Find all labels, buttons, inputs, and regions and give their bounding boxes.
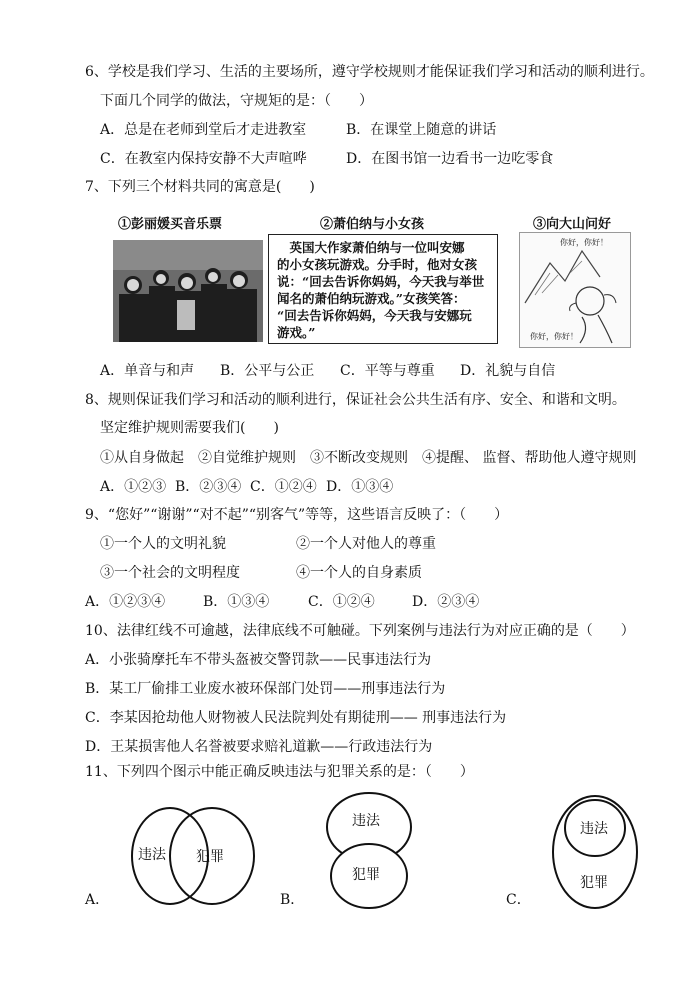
q9-item-1: ①一个人的文明礼貌 — [100, 536, 226, 552]
q6-option-b: B．在课堂上随意的讲话 — [346, 122, 497, 138]
story-line: 游戏。” — [277, 325, 316, 340]
diagram-b-weifa-label: 违法 — [352, 813, 380, 829]
q7-caption-3: ③向大山问好 — [533, 217, 612, 232]
q9-item-3: ③一个社会的文明程度 — [100, 565, 240, 581]
story-line: 的小女孩玩游戏。分手时，他对女孩 — [277, 257, 478, 272]
q6-stem-line1: 6、学校是我们学习、生活的主要场所，遵守学校规则才能保证我们学习和活动的顺利进行。 — [85, 64, 654, 80]
diagram-c-nested — [550, 792, 640, 910]
q8-option-c: C．①②④ — [250, 479, 317, 495]
q8-option-a: A．①②③ — [100, 479, 167, 495]
q9-item-2: ②一个人对他人的尊重 — [296, 536, 436, 552]
q10-stem: 10、法律红线不可逾越，法律底线不可触碰。下列案例与违法行为对应正确的是（ ） — [85, 623, 635, 639]
diagram-a-weifa-label: 违法 — [138, 847, 166, 863]
q9-option-a: A．①②③④ — [85, 594, 166, 610]
q6-stem-line2: 下面几个同学的做法，守规矩的是：（ ） — [100, 93, 373, 109]
story-line: 英国大作家萧伯纳与一位叫安娜 — [277, 240, 465, 255]
q6-option-d: D．在图书馆一边看书一边吃零食 — [346, 151, 554, 167]
diagram-c-fanzui-label: 犯罪 — [580, 875, 608, 891]
q10-option-a: A．小张骑摩托车不带头盔被交警罚款——民事违法行为 — [85, 652, 432, 668]
q10-option-b: B．某工厂偷排工业废水被环保部门处罚——刑事违法行为 — [85, 681, 446, 697]
q7-caption-1: ①彭丽媛买音乐票 — [118, 217, 223, 232]
q7-option-d: D．礼貌与自信 — [460, 363, 556, 379]
q7-caption-2: ②萧伯纳与小女孩 — [320, 217, 425, 232]
story-line: 说：“回去告诉你妈妈，今天我与举世 — [277, 274, 485, 289]
diagram-c-weifa-label: 违法 — [580, 821, 608, 837]
q7-stem: 7、下列三个材料共同的寓意是( ) — [85, 179, 315, 195]
q9-option-c: C．①②④ — [308, 594, 375, 610]
q6-option-c: C．在教室内保持安静不大声喧哗 — [100, 151, 307, 167]
q6-option-a: A．总是在老师到堂后才走进教室 — [100, 122, 307, 138]
q8-option-b: B．②③④ — [175, 479, 242, 495]
q11-option-c: C． — [506, 892, 531, 908]
story-line: “回去告诉你妈妈，今天我与安娜玩 — [277, 308, 472, 323]
q10-option-c: C．李某因抢劫他人财物被人民法院判处有期徒刑—— 刑事违法行为 — [85, 710, 507, 726]
q7-option-b: B．公平与公正 — [220, 363, 315, 379]
mountain-greeting-cartoon — [519, 232, 631, 348]
q11-option-b: B． — [280, 892, 305, 908]
q9-option-b: B．①③④ — [203, 594, 270, 610]
diagram-a-overlap — [130, 806, 260, 906]
q8-stem-line1: 8、规则保证我们学习和活动的顺利进行，保证社会公共生活有序、安全、和谐和文明。 — [85, 392, 626, 408]
q9-option-d: D．②③④ — [412, 594, 480, 610]
concert-crowd-photo — [113, 240, 263, 342]
q7-option-a: A．单音与和声 — [100, 363, 195, 379]
q9-item-4: ④一个人的自身素质 — [296, 565, 422, 581]
diagram-b-fanzui-label: 犯罪 — [352, 867, 380, 883]
q9-stem: 9、“您好”“谢谢”“对不起”“别客气”等等，这些语言反映了：（ ） — [85, 507, 509, 523]
q11-stem: 11、下列四个图示中能正确反映违法与犯罪关系的是：（ ） — [85, 764, 474, 780]
q8-stem-line2: 坚定维护规则需要我们( ) — [100, 420, 279, 436]
q10-option-d: D．王某损害他人名誉被要求赔礼道歉——行政违法行为 — [85, 739, 433, 755]
cartoon-echo-text: 你好，你好！ — [560, 238, 608, 247]
q8-items: ①从自身做起 ②自觉维护规则 ③不断改变规则 ④提醒、 监督、帮助他人遵守规则 — [100, 450, 637, 466]
xiao-bo-na-story-box — [268, 234, 498, 344]
q7-option-c: C．平等与尊重 — [340, 363, 435, 379]
story-line: 闻名的萧伯纳玩游戏。”女孩笑答： — [277, 291, 466, 306]
cartoon-greeting-text: 你好，你好！ — [530, 332, 578, 341]
diagram-a-fanzui-label: 犯罪 — [196, 849, 224, 865]
q8-option-d: D．①③④ — [326, 479, 394, 495]
q11-option-a: A． — [85, 892, 110, 908]
diagram-b-stacked — [324, 790, 414, 910]
